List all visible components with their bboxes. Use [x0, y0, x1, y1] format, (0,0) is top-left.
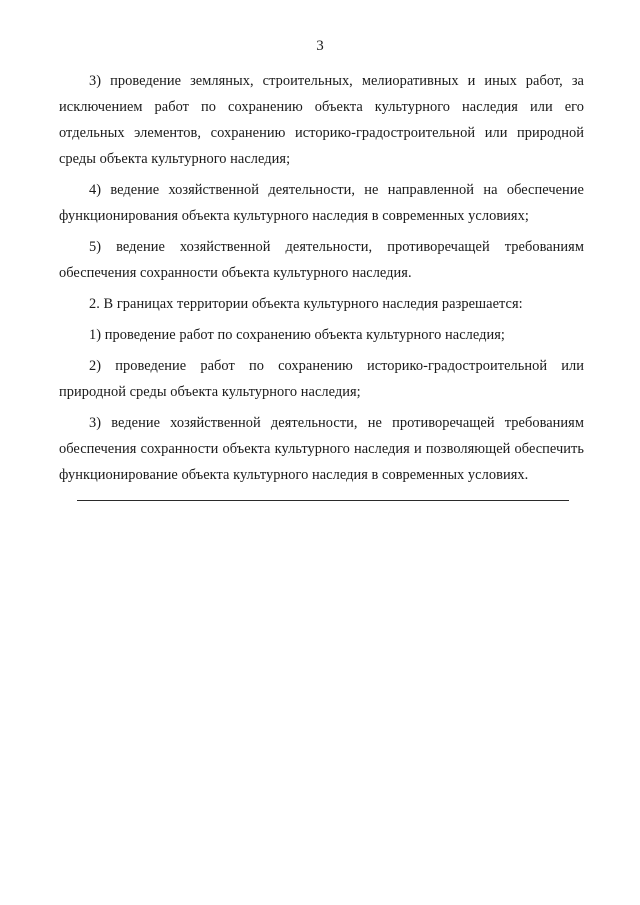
list-item-prohibited-3: 3) проведение земляных, строительных, мелиоративных и иных работ, за исключением работ по сохранению объекта культурного наследия или его отдельных элементов, сохранению историко-градостроительной или природной среды объекта культурного наследия; — [59, 73, 584, 167]
end-of-text-rule — [77, 500, 569, 501]
list-item-permitted-2: 2) проведение работ по сохранению историко-градостроительной или природной среды объекта культурного наследия; — [59, 358, 584, 400]
list-item-prohibited-4: 4) ведение хозяйственной деятельности, не направленной на обеспечение функционирования объекта культурного наследия в современных условиях; — [59, 182, 584, 224]
list-item-prohibited-5: 5) ведение хозяйственной деятельности, противоречащей требованиям обеспечения сохранности объекта культурного наследия. — [59, 239, 584, 281]
list-item-permitted-1: 1) проведение работ по сохранению объекта культурного наследия; — [89, 327, 505, 343]
section-heading-permitted: 2. В границах территории объекта культурного наследия разрешается: — [89, 296, 523, 312]
page-number: 3 — [316, 38, 324, 54]
list-item-permitted-3: 3) ведение хозяйственной деятельности, не противоречащей требованиям обеспечения сохранности объекта культурного наследия и позволяющей обеспечить функционирование объекта культурного наследия в современных условиях. — [59, 415, 584, 483]
document-body — [59, 68, 584, 493]
